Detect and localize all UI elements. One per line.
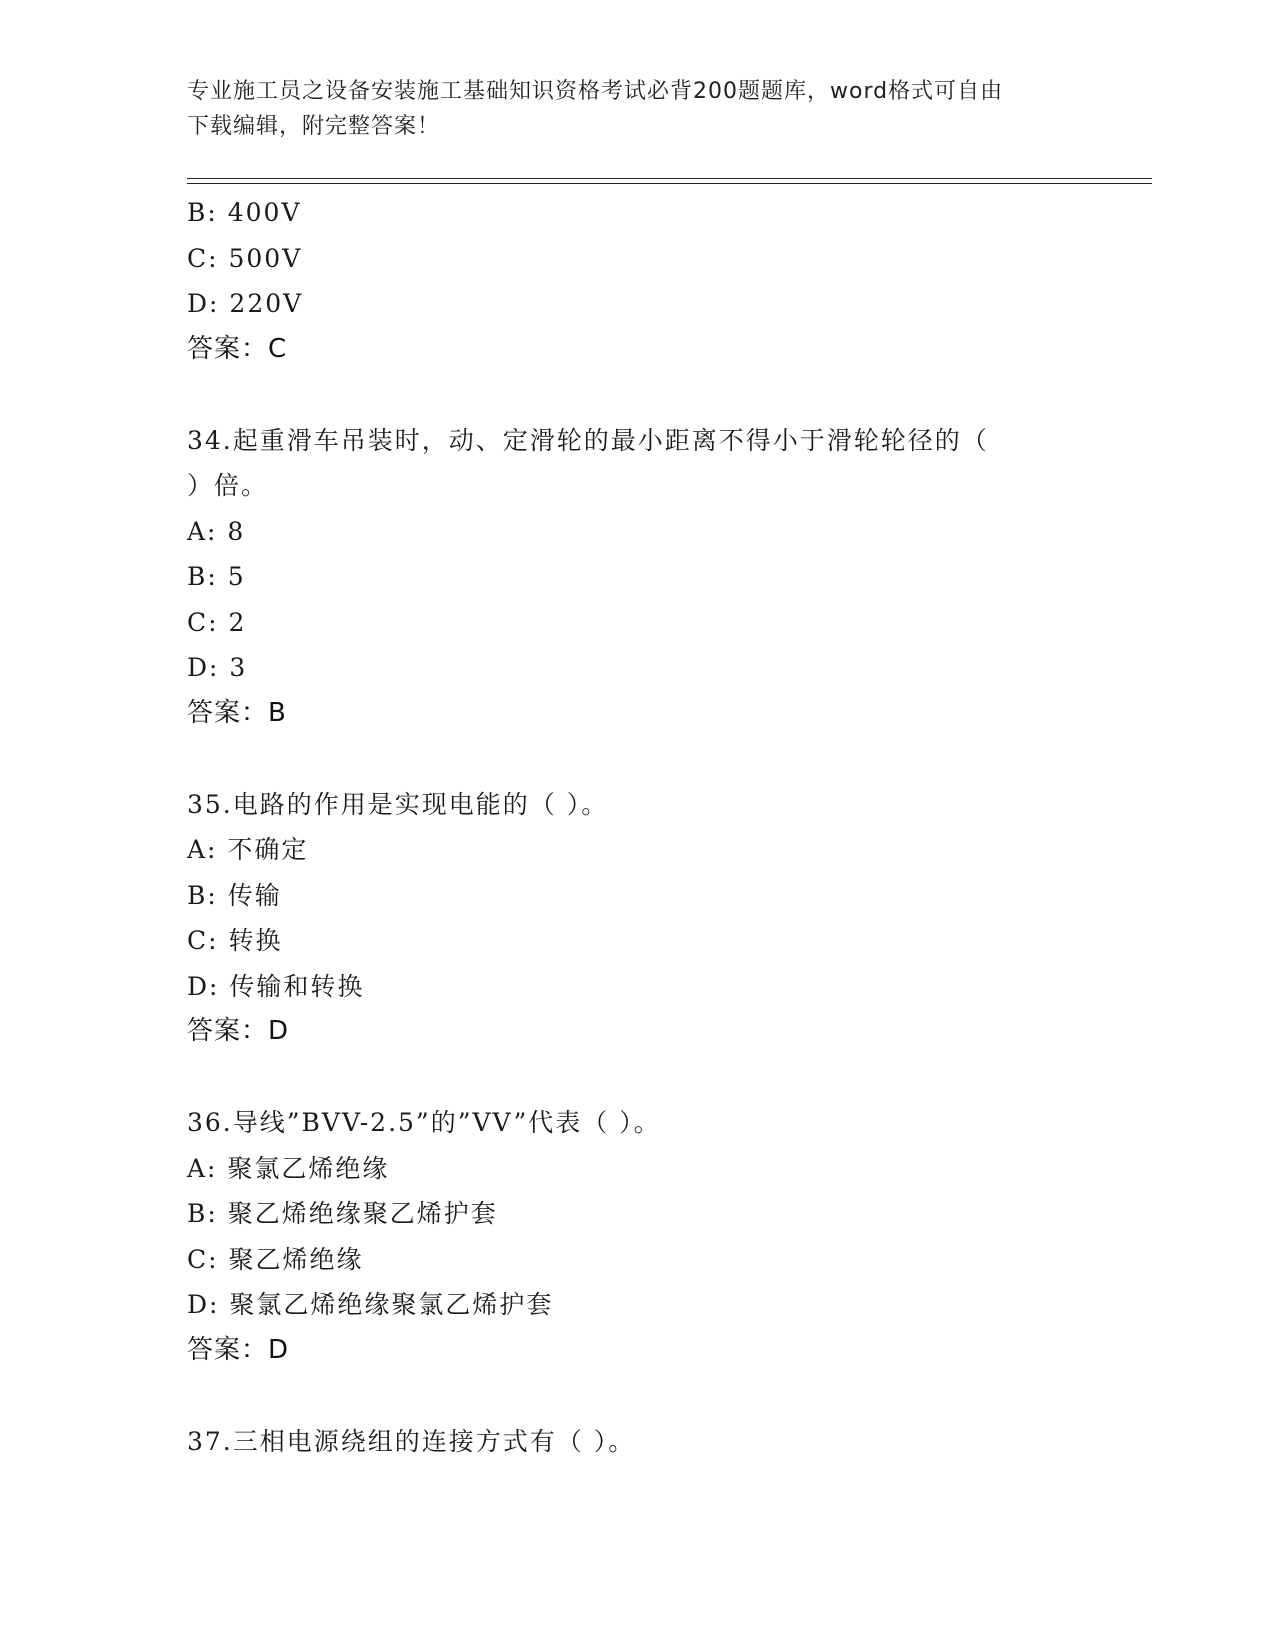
spacer	[187, 1373, 1087, 1419]
option-d: D: 220V	[187, 289, 304, 318]
question-33-continuation	[187, 190, 1087, 372]
question-content	[187, 190, 1087, 1464]
question-stem: 35.电路的作用是实现电能的（ ）。	[187, 789, 609, 819]
answer-line: 答案：D	[187, 1334, 290, 1365]
answer-line: 答案：B	[187, 697, 287, 728]
header-title-line-1: 专业施工员之设备安装施工基础知识资格考试必背200题题库，word格式可自由	[187, 79, 1004, 104]
option-c: C: 2	[187, 607, 247, 637]
option-c: C: 转换	[187, 926, 283, 955]
question-37	[187, 1419, 1087, 1465]
option-d: D: 聚氯乙烯绝缘聚氯乙烯护套	[187, 1290, 554, 1319]
option-b: B: 传输	[187, 880, 282, 910]
header-title-line-2: 下载编辑，附完整答案！	[187, 114, 441, 139]
option-a: A: 不确定	[187, 835, 309, 864]
option-b: B: 5	[187, 562, 246, 591]
option-d: D: 传输和转换	[187, 971, 365, 1001]
answer-line: 答案：C	[187, 333, 288, 364]
option-a: A: 聚氯乙烯绝缘	[187, 1153, 390, 1183]
spacer	[187, 372, 1087, 418]
option-c: C: 500V	[187, 243, 303, 273]
header-divider-top	[187, 178, 1152, 179]
question-stem-line-2: ）倍。	[187, 471, 269, 500]
header-divider-bottom	[187, 183, 1152, 184]
answer-line: 答案：D	[187, 1016, 290, 1046]
question-36	[187, 1100, 1087, 1373]
option-d: D: 3	[187, 653, 248, 682]
spacer	[187, 1055, 1087, 1101]
option-b: B: 400V	[187, 198, 302, 227]
document-header	[187, 74, 1067, 144]
option-c: C: 聚乙烯绝缘	[187, 1244, 364, 1274]
question-35	[187, 782, 1087, 1055]
question-stem-line-1: 34.起重滑车吊装时，动、定滑轮的最小距离不得小于滑轮轮径的（	[187, 425, 989, 455]
question-34	[187, 418, 1087, 737]
question-stem: 36.导线”BVV-2.5”的”VV”代表（ ）。	[187, 1108, 661, 1137]
spacer	[187, 736, 1087, 782]
option-a: A: 8	[187, 516, 246, 546]
option-b: B: 聚乙烯绝缘聚乙烯护套	[187, 1199, 498, 1228]
question-stem: 37.三相电源绕组的连接方式有（ ）。	[187, 1426, 636, 1456]
